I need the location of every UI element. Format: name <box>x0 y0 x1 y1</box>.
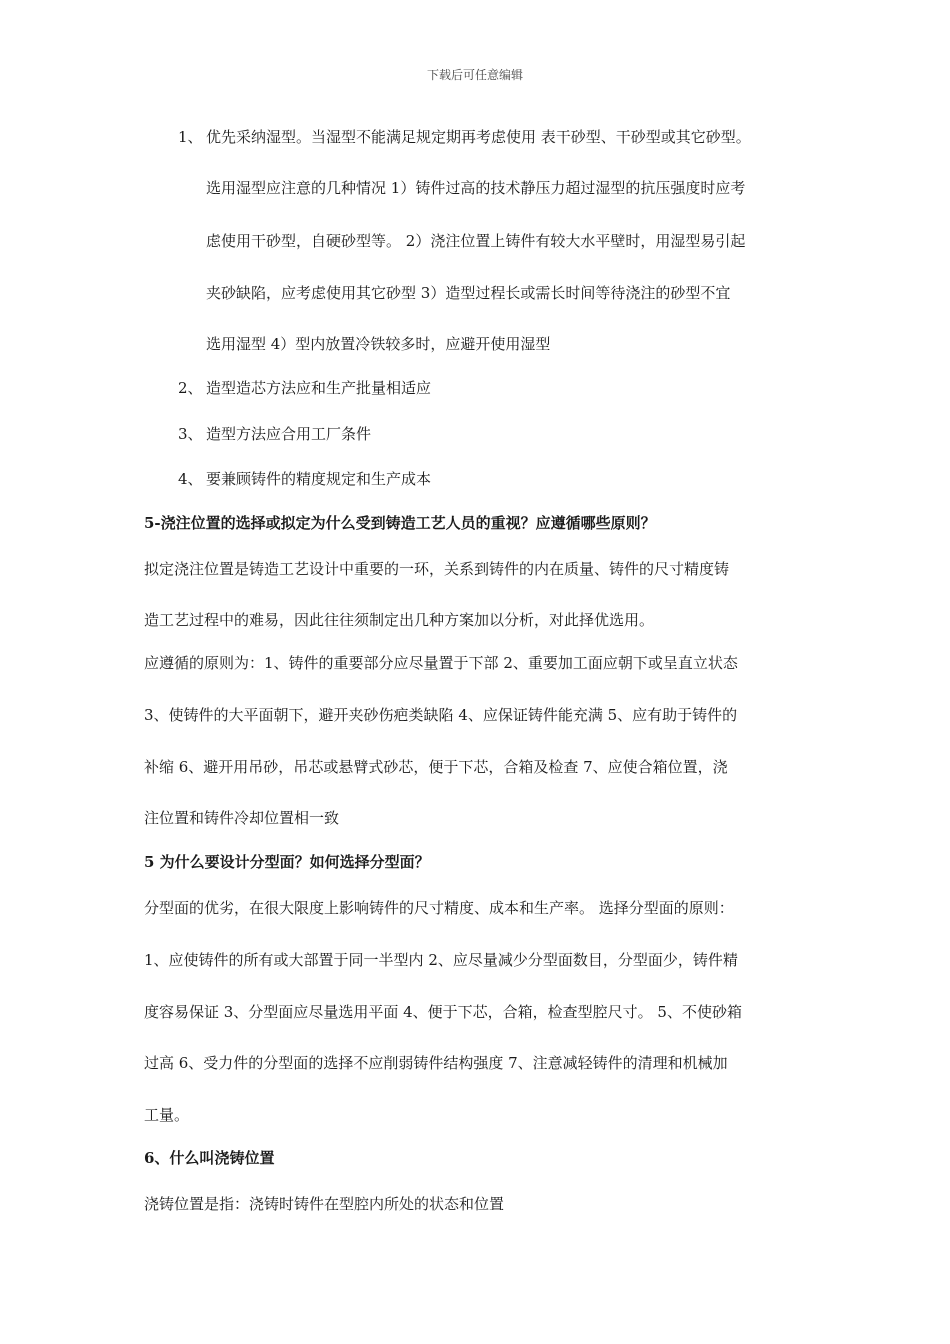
list-number: 1、 <box>178 128 203 146</box>
section-heading: 5 为什么要设计分型面？如何选择分型面？ <box>144 853 430 871</box>
paragraph-line: 过高 6、受力件的分型面的选择不应削弱铸件结构强度 7、注意减轻铸件的清理和机械加 <box>144 1054 728 1072</box>
page-header: 下载后可任意编辑 <box>426 68 523 82</box>
list-item-3 <box>178 423 371 445</box>
paragraph-line: 浇铸位置是指：浇铸时铸件在型腔内所处的状态和位置 <box>144 1195 505 1213</box>
item1-line-2: 虑使用干砂型，自硬砂型等。 2）浇注位置上铸件有较大水平壁时，用湿型易引起 <box>206 232 746 250</box>
list-text: 优先采纳湿型。当湿型不能满足规定期再考虑使用 表干砂型、干砂型或其它砂型。 <box>206 128 751 146</box>
list-text: 要兼顾铸件的精度规定和生产成本 <box>206 470 432 488</box>
paragraph-line: 拟定浇注位置是铸造工艺设计中重要的一环，关系到铸件的内在质量、铸件的尺寸精度铸 <box>144 560 730 578</box>
paragraph-line: 工量。 <box>144 1106 190 1124</box>
paragraph-line: 度容易保证 3、分型面应尽量选用平面 4、便于下芯，合箱，检查型腔尺寸。 5、不使砂箱 <box>144 1003 742 1021</box>
item1-line-4: 选用湿型 4）型内放置冷铁较多时，应避开使用湿型 <box>206 335 551 353</box>
paragraph-line: 补缩 6、避开用吊砂，吊芯或悬臂式砂芯，便于下芯，合箱及检查 7、应使合箱位置，浇 <box>144 758 728 776</box>
item1-line-3: 夹砂缺陷，应考虑使用其它砂型 3）造型过程长或需长时间等待浇注的砂型不宜 <box>206 284 731 302</box>
list-text: 造型造芯方法应和生产批量相适应 <box>206 379 432 397</box>
section-heading: 5-浇注位置的选择或拟定为什么受到铸造工艺人员的重视？应遵循哪些原则？ <box>144 514 656 532</box>
list-number: 4、 <box>178 470 203 488</box>
paragraph-line: 造工艺过程中的难易，因此往往须制定出几种方案加以分析，对此择优选用。 <box>144 611 655 629</box>
list-number: 2、 <box>178 379 203 397</box>
list-item-1 <box>178 126 751 148</box>
list-item-4 <box>178 468 431 490</box>
section-heading: 6、什么叫浇铸位置 <box>144 1149 275 1167</box>
paragraph-line: 分型面的优劣，在很大限度上影响铸件的尺寸精度、成本和生产率。 选择分型面的原则： <box>144 899 734 917</box>
item1-line-1: 选用湿型应注意的几种情况 1）铸件过高的技术静压力超过湿型的抗压强度时应考 <box>206 179 746 197</box>
list-number: 3、 <box>178 425 203 443</box>
paragraph-line: 应遵循的原则为：1、铸件的重要部分应尽量置于下部 2、重要加工面应朝下或呈直立状态 <box>144 654 738 672</box>
paragraph-line: 1、应使铸件的所有或大部置于同一半型内 2、应尽量减少分型面数目，分型面少，铸件精 <box>144 951 738 969</box>
list-item-2 <box>178 377 431 399</box>
paragraph-line: 注位置和铸件冷却位置相一致 <box>144 809 340 827</box>
paragraph-line: 3、使铸件的大平面朝下，避开夹砂伤疤类缺陷 4、应保证铸件能充满 5、应有助于铸件的 <box>144 706 738 724</box>
list-text: 造型方法应合用工厂条件 <box>206 425 372 443</box>
